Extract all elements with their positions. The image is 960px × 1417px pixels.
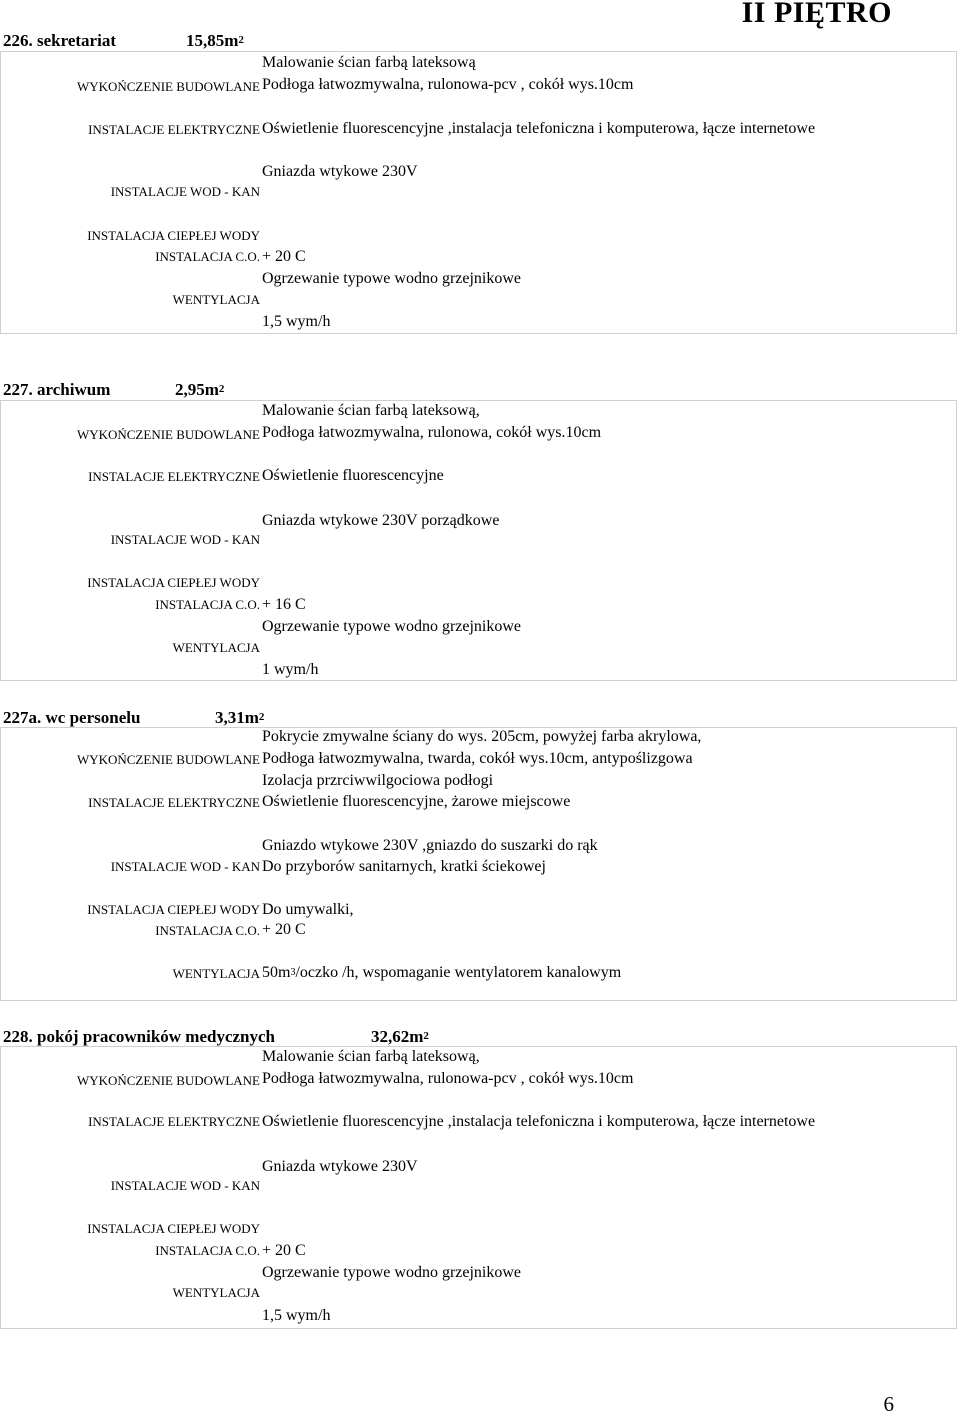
page-number: 6 xyxy=(883,1392,894,1416)
room-228-value: Gniazda wtykowe 230V xyxy=(262,1158,418,1175)
room-226-title: 226. sekretariat xyxy=(3,31,116,50)
label-wentylacja: WENTYLACJA xyxy=(172,292,260,307)
label-wykonczenie: WYKOŃCZENIE BUDOWLANE xyxy=(76,427,260,442)
room-227a-title: 227a. wc personelu xyxy=(3,708,141,727)
room-227a-value: Izolacja przrciwwilgociowa podłogi xyxy=(262,772,494,789)
room-226-value: Oświetlenie fluorescencyjne ,instalacja telefoniczna i komputerowa, łącze internetowe xyxy=(262,120,816,137)
label-co: INSTALACJA C.O. xyxy=(155,1243,260,1258)
label-co: INSTALACJA C.O. xyxy=(155,249,260,264)
label-wentylacja: WENTYLACJA xyxy=(172,966,260,981)
room-227-value: Podłoga łatwozmywalna, rulonowa, cokół wys.10cm xyxy=(262,424,602,441)
label-co: INSTALACJA C.O. xyxy=(155,597,260,612)
room-226-value: + 20 C xyxy=(262,248,306,265)
room-227a-value: Do przyborów sanitarnych, kratki ściekowej xyxy=(262,858,546,875)
room-226-area: $15,85m^2$ xyxy=(186,31,244,50)
room-226-value: Podłoga łatwozmywalna, rulonowa-pcv , cokół wys.10cm xyxy=(262,76,634,93)
room-226-value: Malowanie ścian farbą lateksową xyxy=(262,54,476,71)
room-227a-value: Pokrycie zmywalne ściany do wys. 205cm, powyżej farba akrylowa, xyxy=(262,728,702,745)
room-228-title: 228. pokój pracowników medycznych xyxy=(3,1027,276,1046)
room-227a-area: $3,31m^2$ xyxy=(215,708,265,727)
room-227-area: $2,95m^2$ xyxy=(175,380,225,399)
room-227-value: Ogrzewanie typowe wodno grzejnikowe xyxy=(262,618,522,635)
room-228-value: Oświetlenie fluorescencyjne ,instalacja telefoniczna i komputerowa, łącze internetowe xyxy=(262,1113,816,1130)
room-228-value: + 20 C xyxy=(262,1242,306,1259)
room-226-value: 1,5 wym/h xyxy=(262,313,331,330)
room-227a-ventilation-value: $50m^3$/oczko /h, wspomaganie wentylatorem kanalowym xyxy=(262,964,622,981)
label-co: INSTALACJA C.O. xyxy=(155,923,260,938)
label-wodkan: INSTALACJE WOD - KAN xyxy=(110,532,260,547)
label-wodkan: INSTALACJE WOD - KAN xyxy=(110,184,260,199)
room-227-value: + 16 C xyxy=(262,596,306,613)
room-227-value: Malowanie ścian farbą lateksową, xyxy=(262,402,480,419)
label-wykonczenie: WYKOŃCZENIE BUDOWLANE xyxy=(76,752,260,767)
label-wykonczenie: WYKOŃCZENIE BUDOWLANE xyxy=(76,1073,260,1088)
label-elektryczne: INSTALACJE ELEKTRYCZNE xyxy=(88,469,260,484)
label-cieplej: INSTALACJA CIEPŁEJ WODY xyxy=(87,228,260,243)
label-cieplej: INSTALACJA CIEPŁEJ WODY xyxy=(87,902,260,917)
label-wentylacja: WENTYLACJA xyxy=(172,640,260,655)
label-elektryczne: INSTALACJE ELEKTRYCZNE xyxy=(88,795,260,810)
room-228-value: Malowanie ścian farbą lateksową, xyxy=(262,1048,480,1065)
label-wodkan: INSTALACJE WOD - KAN xyxy=(110,1178,260,1193)
room-227a-value: Oświetlenie fluorescencyjne, żarowe miejscowe xyxy=(262,793,571,810)
room-228-area: $32,62m^2$ xyxy=(371,1027,429,1046)
room-227-value: 1 wym/h xyxy=(262,661,319,678)
room-227-title: 227. archiwum xyxy=(3,380,111,399)
room-227a-value: Gniazdo wtykowe 230V ,gniazdo do suszarki do rąk xyxy=(262,837,598,854)
label-elektryczne: INSTALACJE ELEKTRYCZNE xyxy=(88,1114,260,1129)
room-227a-value: + 20 C xyxy=(262,921,306,938)
room-228-value: Ogrzewanie typowe wodno grzejnikowe xyxy=(262,1264,522,1281)
room-228-value: Podłoga łatwozmywalna, rulonowa-pcv , cokół wys.10cm xyxy=(262,1070,634,1087)
room-228-value: 1,5 wym/h xyxy=(262,1307,331,1324)
label-wodkan: INSTALACJE WOD - KAN xyxy=(110,859,260,874)
label-cieplej: INSTALACJA CIEPŁEJ WODY xyxy=(87,1221,260,1236)
room-227a-value: Do umywalki, xyxy=(262,901,354,918)
room-227a-value: Podłoga łatwozmywalna, twarda, cokół wys.10cm, antypoślizgowa xyxy=(262,750,693,767)
room-226-value: Ogrzewanie typowe wodno grzejnikowe xyxy=(262,270,522,287)
label-wykonczenie: WYKOŃCZENIE BUDOWLANE xyxy=(76,79,260,94)
label-wentylacja: WENTYLACJA xyxy=(172,1285,260,1300)
label-cieplej: INSTALACJA CIEPŁEJ WODY xyxy=(87,575,260,590)
label-elektryczne: INSTALACJE ELEKTRYCZNE xyxy=(88,122,260,137)
floor-title: II PIĘTRO xyxy=(741,0,892,29)
room-227-value: Oświetlenie fluorescencyjne xyxy=(262,467,444,484)
room-226-value: Gniazda wtykowe 230V xyxy=(262,163,418,180)
room-227-value: Gniazda wtykowe 230V porządkowe xyxy=(262,512,500,529)
